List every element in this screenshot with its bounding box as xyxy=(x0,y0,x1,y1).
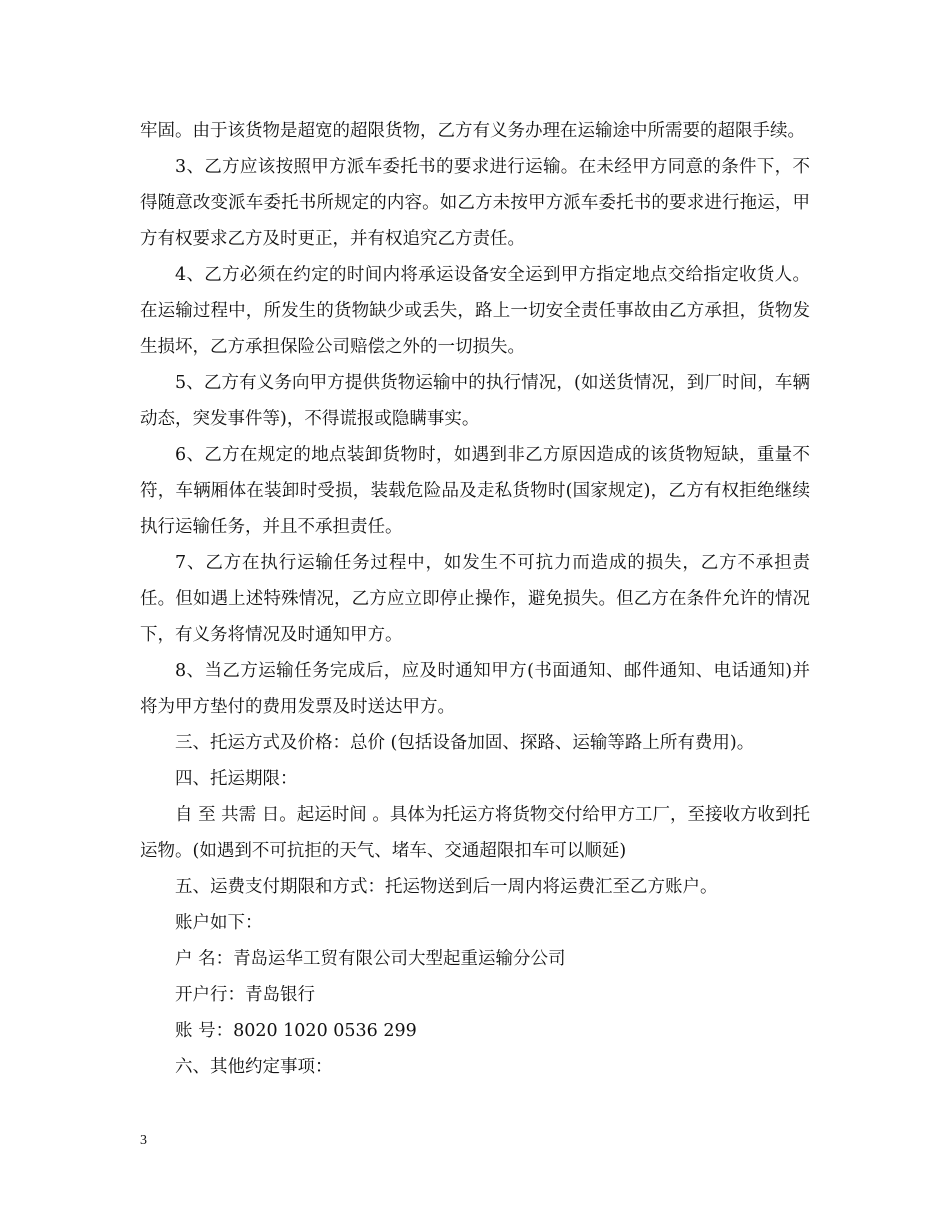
page-number: 3 xyxy=(140,1133,147,1148)
paragraph-clause-6: 6、乙方在规定的地点装卸货物时，如遇到非乙方原因造成的该货物短缺，重量不符，车辆厢体在装卸时受损，装载危险品及走私货物时(国家规定)，乙方有权拒绝继续执行运输任务，并且不承担责任。 xyxy=(140,445,810,537)
account-number: 账 号：8020 1020 0536 299 xyxy=(175,1021,417,1041)
account-intro: 账户如下： xyxy=(175,913,263,933)
paragraph-clause-5: 5、乙方有义务向甲方提供货物运输中的执行情况，(如送货情况，到厂时间，车辆动态，突发事件等)，不得谎报或隐瞒事实。 xyxy=(140,373,810,429)
account-name: 户 名：青岛运华工贸有限公司大型起重运输分公司 xyxy=(175,949,566,969)
section-six-heading: 六、其他约定事项： xyxy=(175,1057,333,1077)
paragraph-clause-4: 4、乙方必须在约定的时间内将承运设备安全运到甲方指定地点交给指定收货人。在运输过程中，所发生的货物缺少或丢失，路上一切安全责任事故由乙方承担，货物发生损坏，乙方承担保险公司赔偿之外的一切损失。 xyxy=(140,265,810,357)
paragraph-clause-8: 8、当乙方运输任务完成后，应及时通知甲方(书面通知、邮件通知、电话通知)并将为甲方垫付的费用发票及时送达甲方。 xyxy=(140,661,810,717)
section-three-heading: 三、托运方式及价格：总价 (包括设备加固、探路、运输等路上所有费用)。 xyxy=(175,733,755,753)
section-four-heading: 四、托运期限： xyxy=(175,769,298,789)
paragraph-continuation: 牢固。由于该货物是超宽的超限货物，乙方有义务办理在运输途中所需要的超限手续。 xyxy=(140,121,805,141)
account-bank: 开户行：青岛银行 xyxy=(175,985,315,1005)
document-body xyxy=(140,113,810,1085)
section-five-heading: 五、运费支付期限和方式：托运物送到后一周内将运费汇至乙方账户。 xyxy=(175,877,718,897)
shipping-period-paragraph: 自 至 共需 日。起运时间 。具体为托运方将货物交付给甲方工厂，至接收方收到托运物。(如遇到不可抗拒的天气、堵车、交通超限扣车可以顺延) xyxy=(140,805,810,861)
paragraph-clause-7: 7、乙方在执行运输任务过程中，如发生不可抗力而造成的损失，乙方不承担责任。但如遇上述特殊情况，乙方应立即停止操作，避免损失。但乙方在条件允许的情况下，有义务将情况及时通知甲方。 xyxy=(140,553,810,645)
paragraph-clause-3: 3、乙方应该按照甲方派车委托书的要求进行运输。在未经甲方同意的条件下，不得随意改变派车委托书所规定的内容。如乙方未按甲方派车委托书的要求进行拖运，甲方有权要求乙方及时更正，并有权追究乙方责任。 xyxy=(140,157,810,249)
